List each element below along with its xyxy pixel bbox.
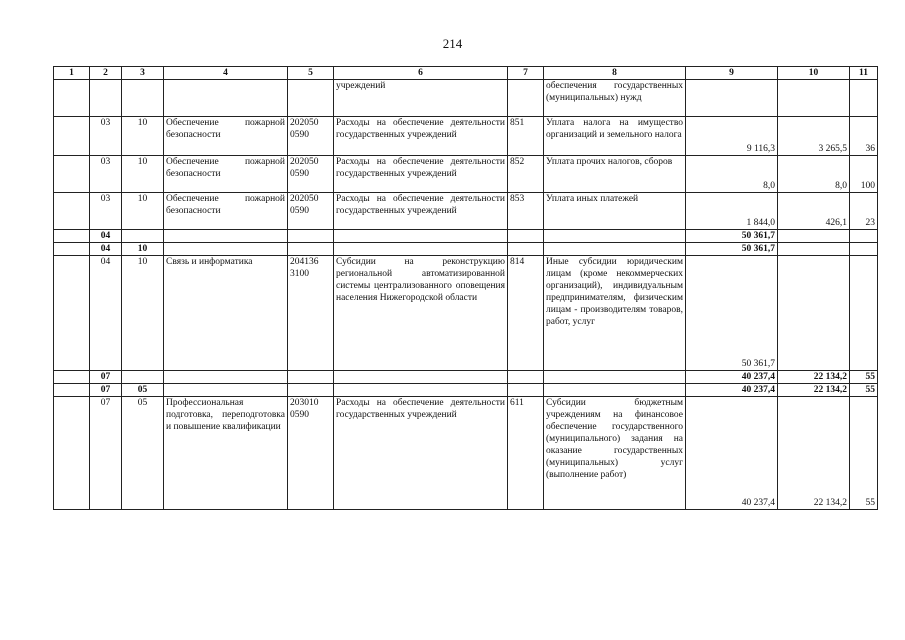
target-name-cell <box>334 230 508 243</box>
target-name-cell <box>334 384 508 397</box>
target-cell <box>288 384 334 397</box>
expense-type-cell <box>508 371 544 384</box>
subsection-cell: 05 <box>122 384 164 397</box>
table-row <box>54 117 878 156</box>
expense-name-cell: Иные субсидии юридическим лицам (кроме некоммерческих организаций), индивидуальным предпринимателям, физическим лицам - производителям товаров, работ, услуг <box>544 256 686 371</box>
percent-cell <box>850 230 878 243</box>
target-cell <box>288 243 334 256</box>
subsection-cell: 05 <box>122 397 164 510</box>
name-cell <box>164 371 288 384</box>
percent-cell: 23 <box>850 193 878 230</box>
executed-cell <box>778 256 850 371</box>
plan-cell: 50 361,7 <box>686 243 778 256</box>
table-row <box>54 384 878 397</box>
target-cell <box>288 371 334 384</box>
plan-cell: 40 237,4 <box>686 371 778 384</box>
percent-cell <box>850 256 878 371</box>
table-row <box>54 230 878 243</box>
name-cell <box>164 384 288 397</box>
section-cell: 03 <box>90 117 122 156</box>
percent-cell: 100 <box>850 156 878 193</box>
subsection-cell: 10 <box>122 117 164 156</box>
column-header: 7 <box>508 67 544 80</box>
target-cell: 202050 0590 <box>288 156 334 193</box>
col1-cell <box>54 397 90 510</box>
plan-cell: 40 237,4 <box>686 384 778 397</box>
plan-cell: 8,0 <box>686 156 778 193</box>
table-row <box>54 397 878 510</box>
column-header: 9 <box>686 67 778 80</box>
section-cell: 04 <box>90 256 122 371</box>
executed-cell: 22 134,2 <box>778 397 850 510</box>
executed-cell <box>778 230 850 243</box>
expense-type-cell <box>508 80 544 117</box>
column-number-row <box>54 67 878 80</box>
page-number: 214 <box>442 36 463 51</box>
name-cell: Обеспечение пожарной безопасности <box>164 117 288 156</box>
column-header: 11 <box>850 67 878 80</box>
target-name-cell: учреждений <box>334 80 508 117</box>
table-row <box>54 243 878 256</box>
expense-type-cell: 814 <box>508 256 544 371</box>
target-name-cell: Расходы на обеспечение деятельности государственных учреждений <box>334 156 508 193</box>
percent-cell: 55 <box>850 371 878 384</box>
expense-type-cell: 851 <box>508 117 544 156</box>
expense-name-cell: Субсидии бюджетным учреждениям на финансовое обеспечение государственного (муниципального) задания на оказание государственных (муниципальных) услуг (выполнение работ) <box>544 397 686 510</box>
col1-cell <box>54 371 90 384</box>
col1-cell <box>54 243 90 256</box>
col1-cell <box>54 230 90 243</box>
name-cell <box>164 80 288 117</box>
col1-cell <box>54 384 90 397</box>
expense-name-cell: Уплата налога на имущество организаций и земельного налога <box>544 117 686 156</box>
executed-cell: 426,1 <box>778 193 850 230</box>
expense-name-cell <box>544 384 686 397</box>
subsection-cell: 10 <box>122 243 164 256</box>
expense-type-cell: 852 <box>508 156 544 193</box>
col1-cell <box>54 80 90 117</box>
section-cell: 04 <box>90 230 122 243</box>
executed-cell <box>778 243 850 256</box>
subsection-cell <box>122 80 164 117</box>
subsection-cell: 10 <box>122 156 164 193</box>
column-header: 10 <box>778 67 850 80</box>
expense-name-cell <box>544 230 686 243</box>
expense-type-cell <box>508 384 544 397</box>
section-cell: 04 <box>90 243 122 256</box>
target-name-cell: Расходы на обеспечение деятельности государственных учреждений <box>334 193 508 230</box>
budget-table <box>53 66 878 510</box>
section-cell: 03 <box>90 156 122 193</box>
plan-cell: 40 237,4 <box>686 397 778 510</box>
target-cell: 203010 0590 <box>288 397 334 510</box>
expense-name-cell <box>544 371 686 384</box>
col1-cell <box>54 193 90 230</box>
name-cell: Обеспечение пожарной безопасности <box>164 156 288 193</box>
target-cell <box>288 230 334 243</box>
table-row <box>54 156 878 193</box>
expense-type-cell: 611 <box>508 397 544 510</box>
plan-cell: 50 361,7 <box>686 256 778 371</box>
section-cell <box>90 80 122 117</box>
column-header: 3 <box>122 67 164 80</box>
col1-cell <box>54 117 90 156</box>
name-cell <box>164 230 288 243</box>
expense-name-cell: Уплата прочих налогов, сборов <box>544 156 686 193</box>
target-name-cell: Расходы на обеспечение деятельности государственных учреждений <box>334 117 508 156</box>
section-cell: 07 <box>90 397 122 510</box>
target-name-cell: Расходы на обеспечение деятельности государственных учреждений <box>334 397 508 510</box>
expense-name-cell: обеспечения государственных (муниципальных) нужд <box>544 80 686 117</box>
expense-name-cell <box>544 243 686 256</box>
section-cell: 07 <box>90 384 122 397</box>
subsection-cell <box>122 230 164 243</box>
column-header: 8 <box>544 67 686 80</box>
executed-cell: 8,0 <box>778 156 850 193</box>
expense-type-cell <box>508 243 544 256</box>
target-name-cell <box>334 243 508 256</box>
target-name-cell <box>334 371 508 384</box>
executed-cell: 22 134,2 <box>778 384 850 397</box>
column-header: 6 <box>334 67 508 80</box>
column-header: 1 <box>54 67 90 80</box>
target-cell: 202050 0590 <box>288 193 334 230</box>
name-cell: Связь и информатика <box>164 256 288 371</box>
expense-type-cell <box>508 230 544 243</box>
subsection-cell: 10 <box>122 256 164 371</box>
percent-cell <box>850 243 878 256</box>
plan-cell: 1 844,0 <box>686 193 778 230</box>
target-cell: 202050 0590 <box>288 117 334 156</box>
percent-cell: 55 <box>850 384 878 397</box>
col1-cell <box>54 256 90 371</box>
plan-cell: 50 361,7 <box>686 230 778 243</box>
table-row <box>54 193 878 230</box>
subsection-cell: 10 <box>122 193 164 230</box>
executed-cell: 22 134,2 <box>778 371 850 384</box>
name-cell <box>164 243 288 256</box>
target-cell <box>288 80 334 117</box>
table-row <box>54 371 878 384</box>
table-row <box>54 256 878 371</box>
table-row <box>54 80 878 117</box>
column-header: 2 <box>90 67 122 80</box>
plan-cell: 9 116,3 <box>686 117 778 156</box>
name-cell: Профессиональная подготовка, переподготовка и повышение квалификации <box>164 397 288 510</box>
col1-cell <box>54 156 90 193</box>
subsection-cell <box>122 371 164 384</box>
target-cell: 204136 3100 <box>288 256 334 371</box>
percent-cell: 36 <box>850 117 878 156</box>
executed-cell: 3 265,5 <box>778 117 850 156</box>
target-name-cell: Субсидии на реконструкцию региональной автоматизированной системы централизованного оповещения населения Нижегородской области <box>334 256 508 371</box>
section-cell: 07 <box>90 371 122 384</box>
name-cell: Обеспечение пожарной безопасности <box>164 193 288 230</box>
plan-cell <box>686 80 778 117</box>
expense-name-cell: Уплата иных платежей <box>544 193 686 230</box>
executed-cell <box>778 80 850 117</box>
percent-cell <box>850 80 878 117</box>
table-body <box>54 67 878 510</box>
column-header: 5 <box>288 67 334 80</box>
expense-type-cell: 853 <box>508 193 544 230</box>
section-cell: 03 <box>90 193 122 230</box>
percent-cell: 55 <box>850 397 878 510</box>
column-header: 4 <box>164 67 288 80</box>
